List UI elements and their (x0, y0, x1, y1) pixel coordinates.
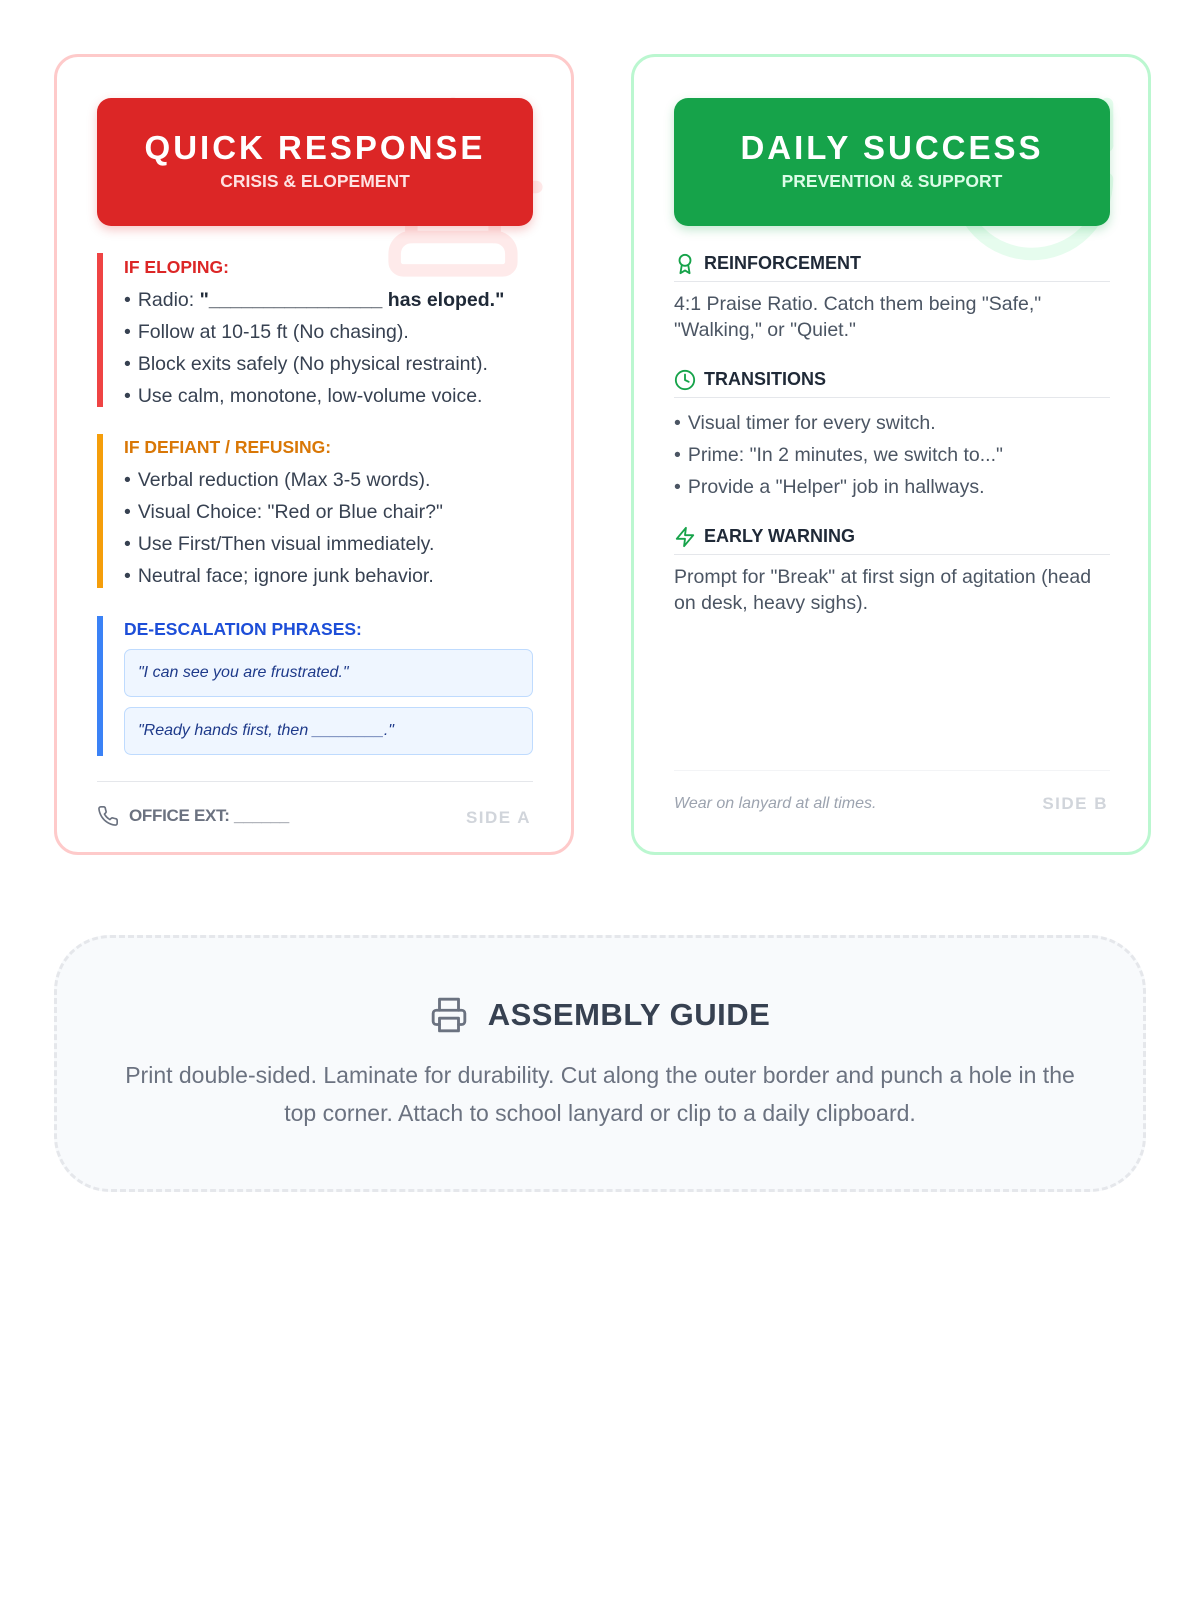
section-heading (674, 366, 1110, 398)
early-warning-section (674, 523, 1110, 616)
reinforcement-section (674, 250, 1110, 343)
list-item: • Follow at 10-15 ft (No chasing). (124, 316, 533, 348)
radio-prefix: Radio: (137, 289, 200, 311)
section-text: 4:1 Praise Ratio. Catch them being "Safe," "Walking," or "Quiet." (674, 293, 1042, 341)
office-ext-label: OFFICE EXT: ______ (129, 806, 289, 825)
section-heading (674, 523, 1110, 555)
card-subtitle: CRISIS & ELOPEMENT (220, 171, 410, 191)
list-item: • Visual Choice: "Red or Blue chair?" (124, 496, 533, 528)
quick-response-header (97, 98, 533, 226)
guide-title: ASSEMBLY GUIDE (487, 997, 771, 1032)
phrase-box: "I can see you are frustrated." (124, 649, 533, 697)
list-item (124, 284, 533, 316)
card-title: QUICK RESPONSE (144, 129, 486, 166)
office-extension (97, 805, 289, 827)
phrase-box: "Ready hands first, then ________." (124, 707, 533, 755)
section-heading-text: REINFORCEMENT (704, 253, 861, 273)
section-label: IF DEFIANT / REFUSING: (124, 437, 332, 457)
section-heading-text: EARLY WARNING (704, 526, 856, 546)
section-heading (674, 250, 1110, 282)
list-item: • Use calm, monotone, low-volume voice. (124, 380, 533, 412)
radio-script: "________________ has eloped." (199, 289, 505, 311)
zap-icon (674, 526, 696, 548)
section-label: DE-ESCALATION PHRASES: (124, 619, 362, 639)
list-item: • Block exits safely (No physical restraint). (124, 348, 533, 380)
list-item: • Prime: "In 2 minutes, we switch to..." (674, 439, 1110, 471)
list-item: • Verbal reduction (Max 3-5 words). (124, 464, 533, 496)
card-footer (97, 781, 533, 831)
list-item: • Provide a "Helper" job in hallways. (674, 471, 1110, 503)
side-label: SIDE A (465, 808, 531, 827)
clock-icon (674, 369, 696, 391)
section-text: Prompt for "Break" at first sign of agitation (head on desk, heavy sighs). (674, 566, 1092, 614)
transitions-section (674, 366, 1110, 503)
daily-success-card (631, 54, 1151, 855)
lanyard-note: Wear on lanyard at all times. (674, 795, 877, 812)
list-item: • Neutral face; ignore junk behavior. (124, 560, 533, 592)
eloping-section (97, 253, 533, 407)
quick-response-card (54, 54, 574, 855)
list-item: • Visual timer for every switch. (674, 407, 1110, 439)
list-item: • Use First/Then visual immediately. (124, 528, 533, 560)
guide-text: Print double-sided. Laminate for durability. Cut along the outer border and punch a hole in the top corner. Attach to school lanyard or clip to a daily clipboard. (125, 1062, 1075, 1126)
defiant-section (97, 434, 533, 588)
section-heading-text: TRANSITIONS (704, 369, 827, 389)
printer-icon (430, 996, 468, 1034)
phone-icon (97, 805, 119, 827)
card-title: DAILY SUCCESS (740, 129, 1044, 166)
card-subtitle: PREVENTION & SUPPORT (781, 171, 1003, 191)
assembly-guide (54, 935, 1146, 1192)
card-footer (674, 770, 1110, 820)
section-label: IF ELOPING: (124, 257, 229, 277)
award-icon (674, 253, 696, 275)
side-label: SIDE B (1042, 794, 1108, 813)
guide-heading (57, 996, 1143, 1034)
daily-success-header (674, 98, 1110, 226)
de-escalation-section (97, 616, 533, 756)
